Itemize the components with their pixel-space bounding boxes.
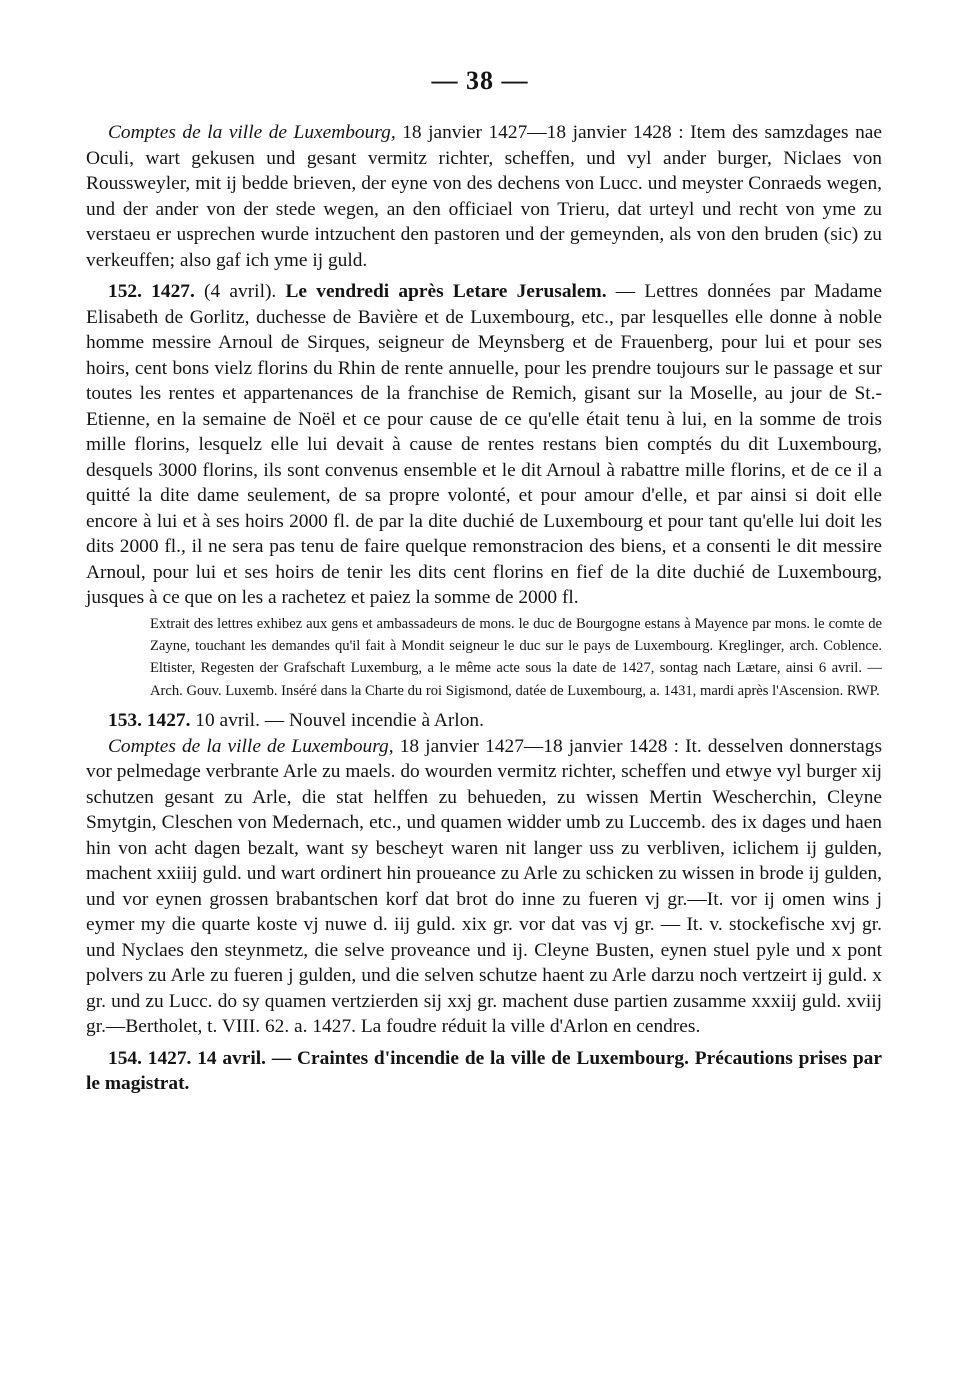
paragraph-comptes-1427 — [86, 120, 882, 273]
entry-year: 1427. — [147, 1047, 192, 1069]
page-number: — 38 — — [431, 66, 529, 95]
entry-number: 154. — [108, 1047, 142, 1069]
paragraph-text: 18 janvier 1427—18 janvier 1428 : It. desselven donnerstags vor pelmedage verbrante Arle zu maels. do wourden vermitz richter, scheffen und etwye vyl burger xij schutzen gesant zu Arle, die stat helffen zu behueden, zu wissen Mertin Wescherchin, Cleyne Smytgin, Cleschen von Medernach, etc., und quamen widder umb zu Luccemb. des ix dages und haen hin von acht dagen bezalt, want sy bescheyt waren nit langer uss zu verbliven, iclichem ij gulden, machent xxiiij guld. und wart ordinert hin proueance zu Arle zu schicken zu wissen in brode ij gulden, und vor eynen grossen brabantschen korf dat brot do inne zu fueren vj gr.—It. vor ij omen wins j eymer my die quarte koste vj nuwe d. iij guld. xix gr. vor dat vas vj gr. — It. v. stockefische xvj gr. und Nyclaes den steynmetz, die selve proveance und ij. Cleyne Busten, eynen stuel pyle und x pont polvers zu Arle zu fueren j gulden, und die selven schutze haent zu Arle darzu noch vertzeirt ij guld. x gr. und zu Lucc. do sy quamen vertzierden sij xxj gr. machent duse partien zusamme xxxiij guld. xviij gr.—Bertholet, t. VIII. 62. a. 1427. La foudre réduit la ville d'Arlon en cendres. — [86, 735, 882, 1038]
paragraph-text: 18 janvier 1427—18 janvier 1428 : Item des samzdages nae Oculi, wart gekusen und gesant vermitz richter, scheffen, und vyl ander burger, Niclaes von Roussweyler, mit ij bedde brieven, der eyne von des dechens von Lucc. und meyster Conraeds wegen, und der ander von der stede wegen, an den officiael von Trieru, dat urteyl und recht von yme zu verstaeu er usprechen wurde intzuchent den pastoren und der gemeynden, als von den bruden (sic) zu verkeuffen; also gaf ich yme ij guld. — [86, 122, 882, 271]
text-column — [86, 120, 882, 1097]
entry-154 — [86, 1046, 882, 1097]
entry-153 — [86, 708, 882, 734]
entry-date: (4 avril). — [204, 281, 277, 302]
entry-text: 14 avril. — Craintes d'incendie de la ville de Luxembourg. Précautions prises par le magistrat. — [86, 1047, 882, 1095]
source-title: Comptes de la ville de Luxembourg, — [108, 122, 396, 143]
paragraph-comptes-153 — [86, 734, 882, 1040]
entry-title: 10 avril. — Nouvel incendie à Arlon. — [195, 710, 484, 732]
entry-year: 1427. — [146, 710, 191, 732]
footnote-152: Extrait des lettres exhibez aux gens et ambassadeurs de mons. le duc de Bourgogne estans à Mayence par mons. le comte de Zayne, touchant les demandes qu'il fait à Mondit seigneur le duc sur le pays de Luxembourg. Kreglinger, arch. Coblence. Eltister, Regesten der Grafschaft Luxemburg, a le même acte sous la date de 1427, sontag nach Lætare, ainsi 6 avril. — Arch. Gouv. Luxemb. Inséré dans la Charte du roi Sigismond, datée de Luxembourg, a. 1431, mardi après l'Ascension. RWP. — [150, 615, 882, 699]
entry-text: — Lettres données par Madame Elisabeth de Gorlitz, duchesse de Bavière et de Luxembourg, etc., par lesquelles elle donne à noble homme messire Arnoul de Sirques, seigneur de Meynsberg et de Frauenberg, pour lui et pour ses hoirs, cent bons vielz florins du Rhin de rente annuelle, pour les prendre toujours sur le passage et sur toutes les rentes et appartenances de la franchise de Remich, gisant sur la Moselle, au jour de St.-Etienne, en la semaine de Noël et ce pour cause de ce qu'elle était tenu à lui, en la somme de trois mille florins, lesquelz elle lui devait à cause de rentes restans bien comptés du dit Luxembourg, desquels 3000 florins, ils sont convenus ensemble et le dit Arnoul à rabattre mille florins, et de ce il a quitté la dite dame seulement, de sa propre volonté, et pour amour d'elle, et par ainsi si doit elle encore à lui et à ses hoirs 2000 fl. de par la dite duchié de Luxembourg et pour tant qu'elle lui doit les dits 2000 fl., il ne sera pas tenu de faire quelque remonstracion des biens, et a consenti le dit messire Arnoul, pour lui et ses hoirs de tenir les dits cent florins en fief de la dite duchié de Luxembourg, jusques à ce que on les a rachetez et paiez la somme de 2000 fl. — [86, 281, 883, 608]
entry-title: Le vendredi après Letare Jerusalem. — [285, 281, 607, 302]
entry-year: 1427. — [151, 281, 195, 302]
entry-number: 152. — [108, 281, 142, 302]
entry-152 — [86, 279, 882, 611]
entry-number: 153. — [108, 710, 142, 732]
source-title: Comptes de la ville de Luxembourg, — [108, 735, 394, 757]
